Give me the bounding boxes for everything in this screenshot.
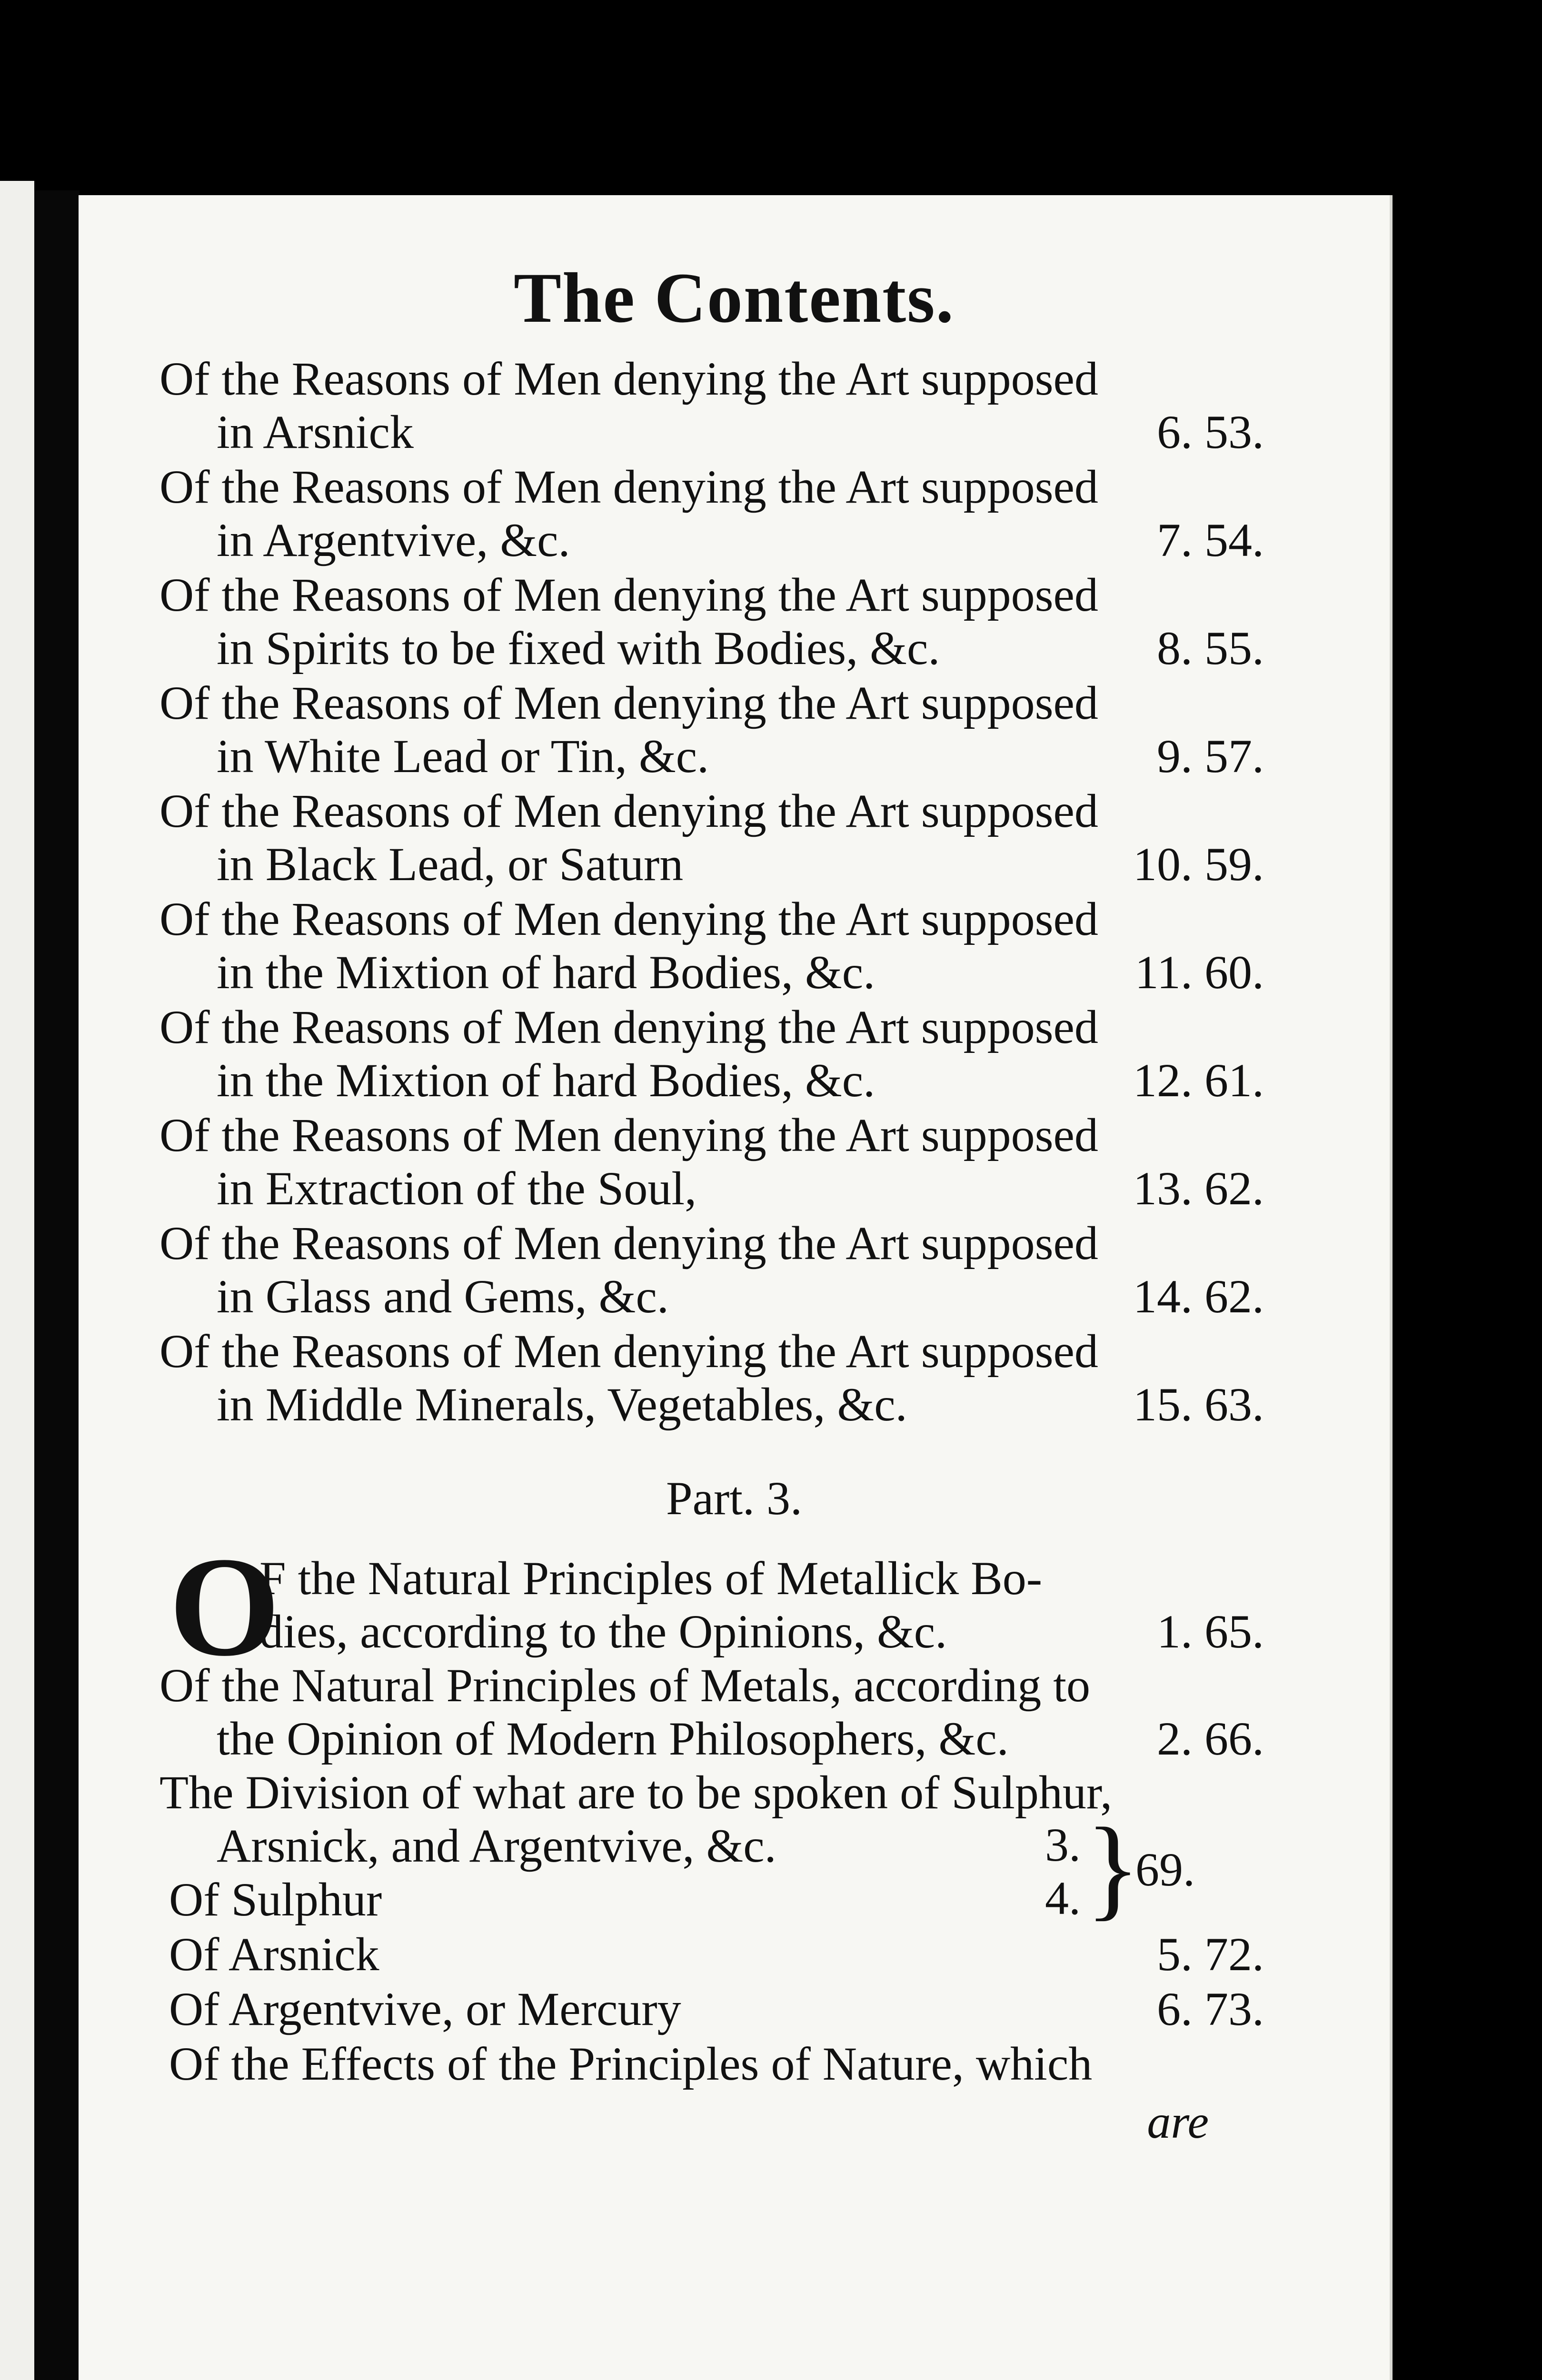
entry-text: in Argentvive, &c. — [217, 514, 570, 566]
entry-pages: 8. 55. — [1157, 622, 1264, 674]
entry-line-1: Of the Reasons of Men denying the Art supposed — [159, 1325, 1098, 1378]
entry-line-2 — [159, 730, 1264, 783]
entry-text: Of Arsnick — [169, 1928, 379, 1981]
entry-pages: 12. 61. — [1133, 1054, 1264, 1107]
brace-numbers — [1045, 1818, 1081, 1925]
contents-entry — [159, 1109, 1264, 1215]
entry-pages: 7. 54. — [1157, 514, 1264, 566]
entry-text: in White Lead or Tin, &c. — [217, 730, 709, 783]
part3-entry-argentvive — [169, 1983, 1264, 2036]
contents-entry — [159, 784, 1264, 891]
page-title: The Contents. — [513, 258, 955, 337]
contents-entry — [159, 892, 1264, 999]
entry-pages: 13. 62. — [1133, 1162, 1264, 1215]
entry-line-1: Of the Reasons of Men denying the Art supposed — [159, 352, 1098, 405]
part-heading: Part. 3. — [666, 1472, 803, 1525]
entry-line-1: Of the Reasons of Men denying the Art supposed — [159, 460, 1098, 513]
contents-entry — [159, 1325, 1264, 1431]
entry-line-2 — [159, 1054, 1264, 1107]
entry-pages: 6. 53. — [1157, 406, 1264, 458]
entry-line-1: F the Natural Principles of Metallick Bo- — [259, 1552, 1043, 1605]
entry-text: Of Sulphur — [169, 1873, 382, 1926]
entry-line-1: Of the Reasons of Men denying the Art supposed — [159, 784, 1098, 837]
entry-pages: 6. 73. — [1157, 1983, 1264, 2035]
entry-text: in Glass and Gems, &c. — [217, 1270, 669, 1323]
part3-entry-effects — [169, 2037, 1264, 2091]
entry-text: Of the Effects of the Principles of Nature, which — [169, 2037, 1093, 2090]
entry-text: dies, according to the Opinions, &c. — [259, 1605, 947, 1658]
entry-text: the Opinion of Modern Philosophers, &c. — [217, 1712, 1009, 1765]
entry-pages: 2. 66. — [1157, 1712, 1264, 1765]
entry-line-2 — [159, 514, 1264, 567]
entry-pages: 10. 59. — [1133, 838, 1264, 891]
entry-line-2 — [159, 946, 1264, 999]
contents-entry — [159, 676, 1264, 783]
entry-text: in Black Lead, or Saturn — [217, 838, 684, 891]
entry-line-1: Of the Natural Principles of Metals, according to — [159, 1659, 1090, 1712]
brace-page-number: 69. — [1135, 1843, 1195, 1896]
drop-cap-letter: O — [169, 1527, 280, 1686]
entry-text: in Arsnick — [217, 406, 414, 458]
entry-line-2 — [159, 838, 1264, 891]
brace-number-3: 3. — [1045, 1818, 1081, 1871]
entry-pages: 14. 62. — [1133, 1270, 1264, 1323]
part3-entry-arsnick — [169, 1928, 1264, 1981]
entry-line-2 — [159, 1712, 1264, 1765]
entry-line-2 — [259, 1605, 1264, 1658]
entry-line-2 — [159, 406, 1264, 459]
entry-text: in the Mixtion of hard Bodies, &c. — [217, 946, 875, 999]
catchword: are — [1147, 2095, 1209, 2148]
contents-entry — [159, 568, 1264, 675]
brace-symbol: } — [1085, 1804, 1141, 1931]
entry-text: in Extraction of the Soul, — [217, 1162, 697, 1215]
entry-pages: 15. 63. — [1133, 1378, 1264, 1431]
entry-text: in Middle Minerals, Vegetables, &c. — [217, 1378, 907, 1431]
entry-line-1: Of the Reasons of Men denying the Art supposed — [159, 892, 1098, 945]
brace-number-4: 4. — [1045, 1872, 1081, 1924]
book-spine-shadow — [34, 190, 80, 2380]
entry-text: Arsnick, and Argentvive, &c. — [217, 1819, 776, 1872]
entry-line-2 — [159, 1270, 1264, 1323]
entry-line-2 — [159, 1378, 1264, 1431]
entry-pages: 5. 72. — [1157, 1928, 1264, 1981]
entry-line-1: Of the Reasons of Men denying the Art supposed — [159, 1217, 1098, 1269]
entry-text: in Spirits to be fixed with Bodies, &c. — [217, 622, 940, 674]
adjacent-page-edge — [0, 181, 34, 2380]
entry-line-1: Of the Reasons of Men denying the Art supposed — [159, 1001, 1098, 1053]
entry-text: in the Mixtion of hard Bodies, &c. — [217, 1054, 875, 1107]
contents-entry — [159, 352, 1264, 459]
part3-entry-1 — [259, 1552, 1264, 1658]
entry-line-2 — [159, 622, 1264, 675]
entry-line-1: The Division of what are to be spoken of Sulphur, — [159, 1766, 1113, 1819]
contents-entry — [159, 1217, 1264, 1323]
contents-entry — [159, 1001, 1264, 1107]
book-page — [79, 195, 1393, 2380]
entry-line-2 — [159, 1162, 1264, 1215]
entry-pages: 11. 60. — [1134, 946, 1264, 999]
entry-line-1: Of the Reasons of Men denying the Art supposed — [159, 676, 1098, 729]
entry-line-1: Of the Reasons of Men denying the Art supposed — [159, 1109, 1098, 1161]
entry-pages: 1. 65. — [1157, 1605, 1264, 1658]
entry-pages: 9. 57. — [1157, 730, 1264, 783]
brace-page-group — [1045, 1804, 1264, 1942]
part3-entry-2 — [159, 1659, 1264, 1765]
entry-line-1: Of the Reasons of Men denying the Art supposed — [159, 568, 1098, 621]
contents-entry — [159, 460, 1264, 567]
entry-text: Of Argentvive, or Mercury — [169, 1983, 681, 2035]
